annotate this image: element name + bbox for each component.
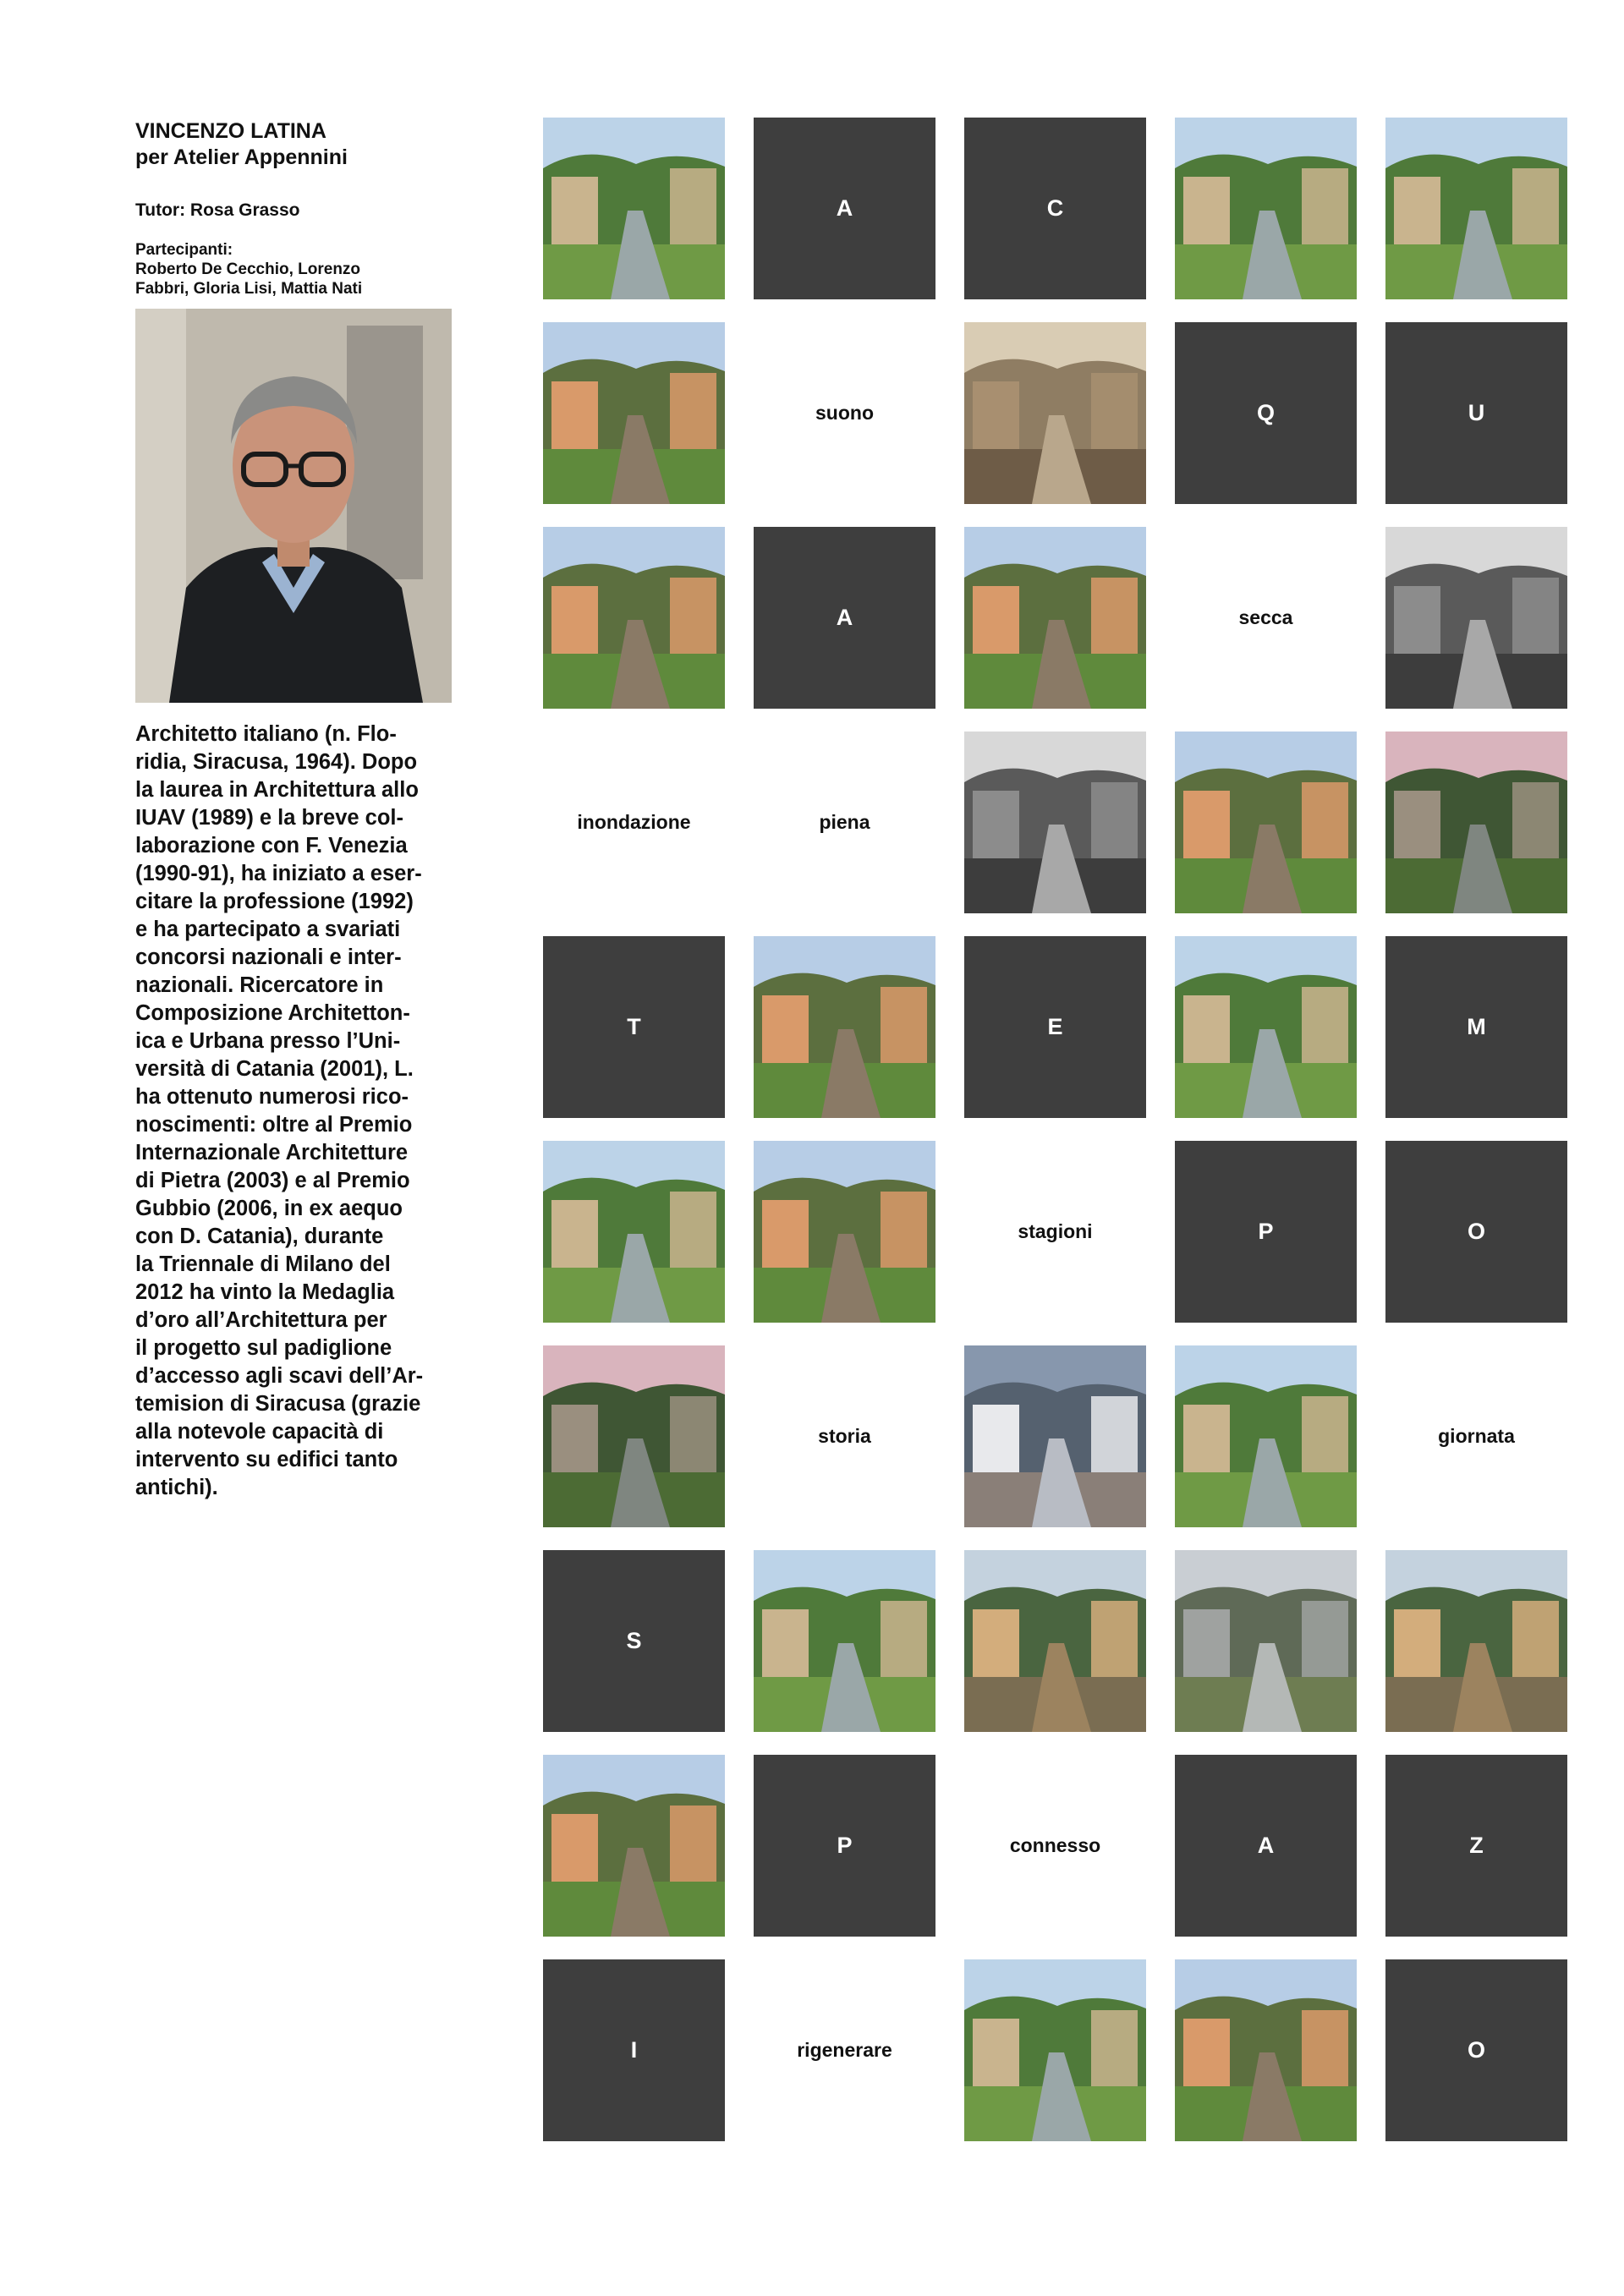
bio-line: di Pietra (2003) e al Premio — [135, 1169, 410, 1192]
photo-scene — [543, 118, 725, 299]
photo-tile — [1175, 1959, 1357, 2141]
photo-tile — [543, 118, 725, 299]
bio-line: noscimenti: oltre al Premio — [135, 1113, 413, 1137]
photo-scene — [964, 322, 1146, 504]
participants-line-1: Roberto De Cecchio, Lorenzo — [135, 260, 361, 278]
tile-letter: T — [627, 1014, 641, 1039]
photo-scene — [1175, 1550, 1357, 1732]
photo-tile — [1175, 1550, 1357, 1732]
bio-line: versità di Catania (2001), L. — [135, 1057, 414, 1081]
photo-scene — [964, 1959, 1146, 2141]
photo-scene — [1385, 1550, 1567, 1732]
photo-tile — [1175, 1345, 1357, 1527]
photo-tile — [1175, 732, 1357, 913]
tile-word: stagioni — [1018, 1220, 1093, 1242]
bio-line: Internazionale Architetture — [135, 1141, 409, 1164]
tile-grid — [543, 118, 1567, 2141]
bio-line: con D. Catania), durante — [135, 1225, 384, 1248]
tile-word: rigenerare — [797, 2039, 892, 2061]
bio-line: IUAV (1989) e la breve col- — [135, 806, 403, 830]
photo-tile — [754, 936, 935, 1118]
photo-scene — [543, 527, 725, 709]
word-tile — [754, 1345, 935, 1527]
bio-line: d’accesso agli scavi dell’Ar- — [135, 1364, 424, 1388]
letter-tile — [754, 1755, 935, 1937]
bio-line: la Triennale di Milano del — [135, 1252, 391, 1276]
biography — [135, 721, 457, 1502]
photo-tile — [964, 527, 1146, 709]
tile-word: connesso — [1009, 1834, 1101, 1856]
bio-line: antichi). — [135, 1476, 218, 1499]
tile-letter: M — [1467, 1014, 1486, 1039]
bio-line: ridia, Siracusa, 1964). Dopo — [135, 750, 418, 774]
letter-tile — [1385, 936, 1567, 1118]
architect-name: VINCENZO LATINA — [135, 119, 326, 143]
tile-letter: E — [1047, 1014, 1063, 1039]
letter-tile — [1175, 1141, 1357, 1323]
photo-scene — [754, 1141, 935, 1323]
tile-letter: A — [1257, 1833, 1275, 1858]
photo-tile — [543, 1755, 725, 1937]
letter-tile — [754, 118, 935, 299]
photo-tile — [754, 1550, 935, 1732]
word-tile — [754, 322, 935, 504]
word-tile — [964, 1141, 1146, 1323]
word-tile — [964, 1755, 1146, 1937]
bio-line: laborazione con F. Venezia — [135, 834, 408, 858]
tile-word: suono — [815, 402, 874, 424]
tile-letter: P — [1258, 1219, 1274, 1244]
photo-tile — [964, 1959, 1146, 2141]
photo-scene — [543, 1345, 725, 1527]
letter-tile — [964, 118, 1146, 299]
photo-scene — [1385, 732, 1567, 913]
letter-tile — [543, 1959, 725, 2141]
photo-scene — [543, 1755, 725, 1937]
word-tile — [543, 732, 725, 913]
bio-line: nazionali. Ricercatore in — [135, 973, 384, 997]
letter-tile — [1385, 1959, 1567, 2141]
photo-scene — [543, 322, 725, 504]
bio-line: e ha partecipato a svariati — [135, 918, 401, 941]
atelier-subtitle: per Atelier Appennini — [135, 145, 348, 169]
tile-letter: Z — [1469, 1833, 1484, 1858]
tile-letter: P — [837, 1833, 853, 1858]
tile-letter: S — [626, 1628, 642, 1653]
bio-line: la laurea in Architettura allo — [135, 778, 419, 802]
photo-scene — [754, 936, 935, 1118]
photo-tile — [1175, 936, 1357, 1118]
photo-tile — [543, 322, 725, 504]
photo-tile — [1385, 118, 1567, 299]
bio-line: concorsi nazionali e inter- — [135, 945, 402, 969]
letter-tile — [1385, 1141, 1567, 1323]
bio-line: Composizione Architetton- — [135, 1001, 410, 1025]
photo-scene — [964, 527, 1146, 709]
tile-letter: O — [1467, 1219, 1485, 1244]
tile-letter: I — [630, 2037, 638, 2063]
tile-letter: C — [1046, 195, 1064, 221]
photo-tile — [964, 732, 1146, 913]
photo-tile — [1385, 527, 1567, 709]
photo-tile — [1385, 732, 1567, 913]
photo-tile — [543, 1345, 725, 1527]
word-tile — [1175, 527, 1357, 709]
photo-tile — [754, 1141, 935, 1323]
photo-scene — [1175, 118, 1357, 299]
bio-line: d’oro all’Architettura per — [135, 1308, 387, 1332]
photo-scene — [754, 1550, 935, 1732]
portrait-illustration — [135, 309, 452, 703]
photo-scene — [1385, 527, 1567, 709]
photo-scene — [1175, 936, 1357, 1118]
photo-tile — [543, 527, 725, 709]
word-tile — [754, 1959, 935, 2141]
letter-tile — [543, 936, 725, 1118]
letter-tile — [1385, 1755, 1567, 1937]
bio-line: Architetto italiano (n. Flo- — [135, 722, 397, 746]
participants-line-2: Fabbri, Gloria Lisi, Mattia Nati — [135, 280, 363, 298]
tile-letter: A — [836, 605, 853, 630]
letter-tile — [754, 527, 935, 709]
photo-scene — [1175, 732, 1357, 913]
photo-tile — [964, 322, 1146, 504]
letter-tile — [543, 1550, 725, 1732]
tile-word: piena — [819, 811, 870, 833]
bio-line: intervento su edifici tanto — [135, 1448, 398, 1471]
bio-line: (1990-91), ha iniziato a eser- — [135, 862, 422, 885]
bio-line: 2012 ha vinto la Medaglia — [135, 1280, 395, 1304]
tile-letter: A — [836, 195, 853, 221]
tile-word: storia — [818, 1425, 871, 1447]
tile-letter: O — [1467, 2037, 1485, 2063]
tile-letter: Q — [1256, 400, 1275, 425]
portrait-photo — [135, 309, 452, 703]
bio-line: ica e Urbana presso l’Uni- — [135, 1029, 401, 1053]
bio-line: citare la professione (1992) — [135, 890, 414, 913]
letter-tile — [1175, 1755, 1357, 1937]
photo-scene — [964, 1550, 1146, 1732]
letter-tile — [1175, 322, 1357, 504]
bio-line: temision di Siracusa (grazie — [135, 1392, 421, 1416]
photo-tile — [543, 1141, 725, 1323]
letter-tile — [964, 936, 1146, 1118]
left-column — [135, 118, 457, 1502]
tile-word: secca — [1238, 606, 1293, 628]
photo-tile — [964, 1550, 1146, 1732]
tile-word: giornata — [1438, 1425, 1515, 1447]
photo-tile — [1385, 1550, 1567, 1732]
photo-tile — [1175, 118, 1357, 299]
photo-scene — [964, 732, 1146, 913]
word-tile — [1385, 1345, 1567, 1527]
word-tile — [754, 732, 935, 913]
photo-tile — [964, 1345, 1146, 1527]
photo-scene — [1385, 118, 1567, 299]
tutor-credit: Tutor: Rosa Grasso — [135, 200, 300, 220]
photo-scene — [543, 1141, 725, 1323]
bio-line: Gubbio (2006, in ex aequo — [135, 1197, 403, 1220]
bio-line: alla notevole capacità di — [135, 1420, 384, 1444]
participants-label: Partecipanti: — [135, 241, 233, 259]
photo-scene — [1175, 1345, 1357, 1527]
bio-line: ha ottenuto numerosi rico- — [135, 1085, 409, 1109]
photo-scene — [964, 1345, 1146, 1527]
photo-scene — [1175, 1959, 1357, 2141]
tile-letter: U — [1468, 400, 1485, 425]
letter-tile — [1385, 322, 1567, 504]
bio-line: il progetto sul padiglione — [135, 1336, 392, 1360]
tile-word: inondazione — [577, 811, 691, 833]
